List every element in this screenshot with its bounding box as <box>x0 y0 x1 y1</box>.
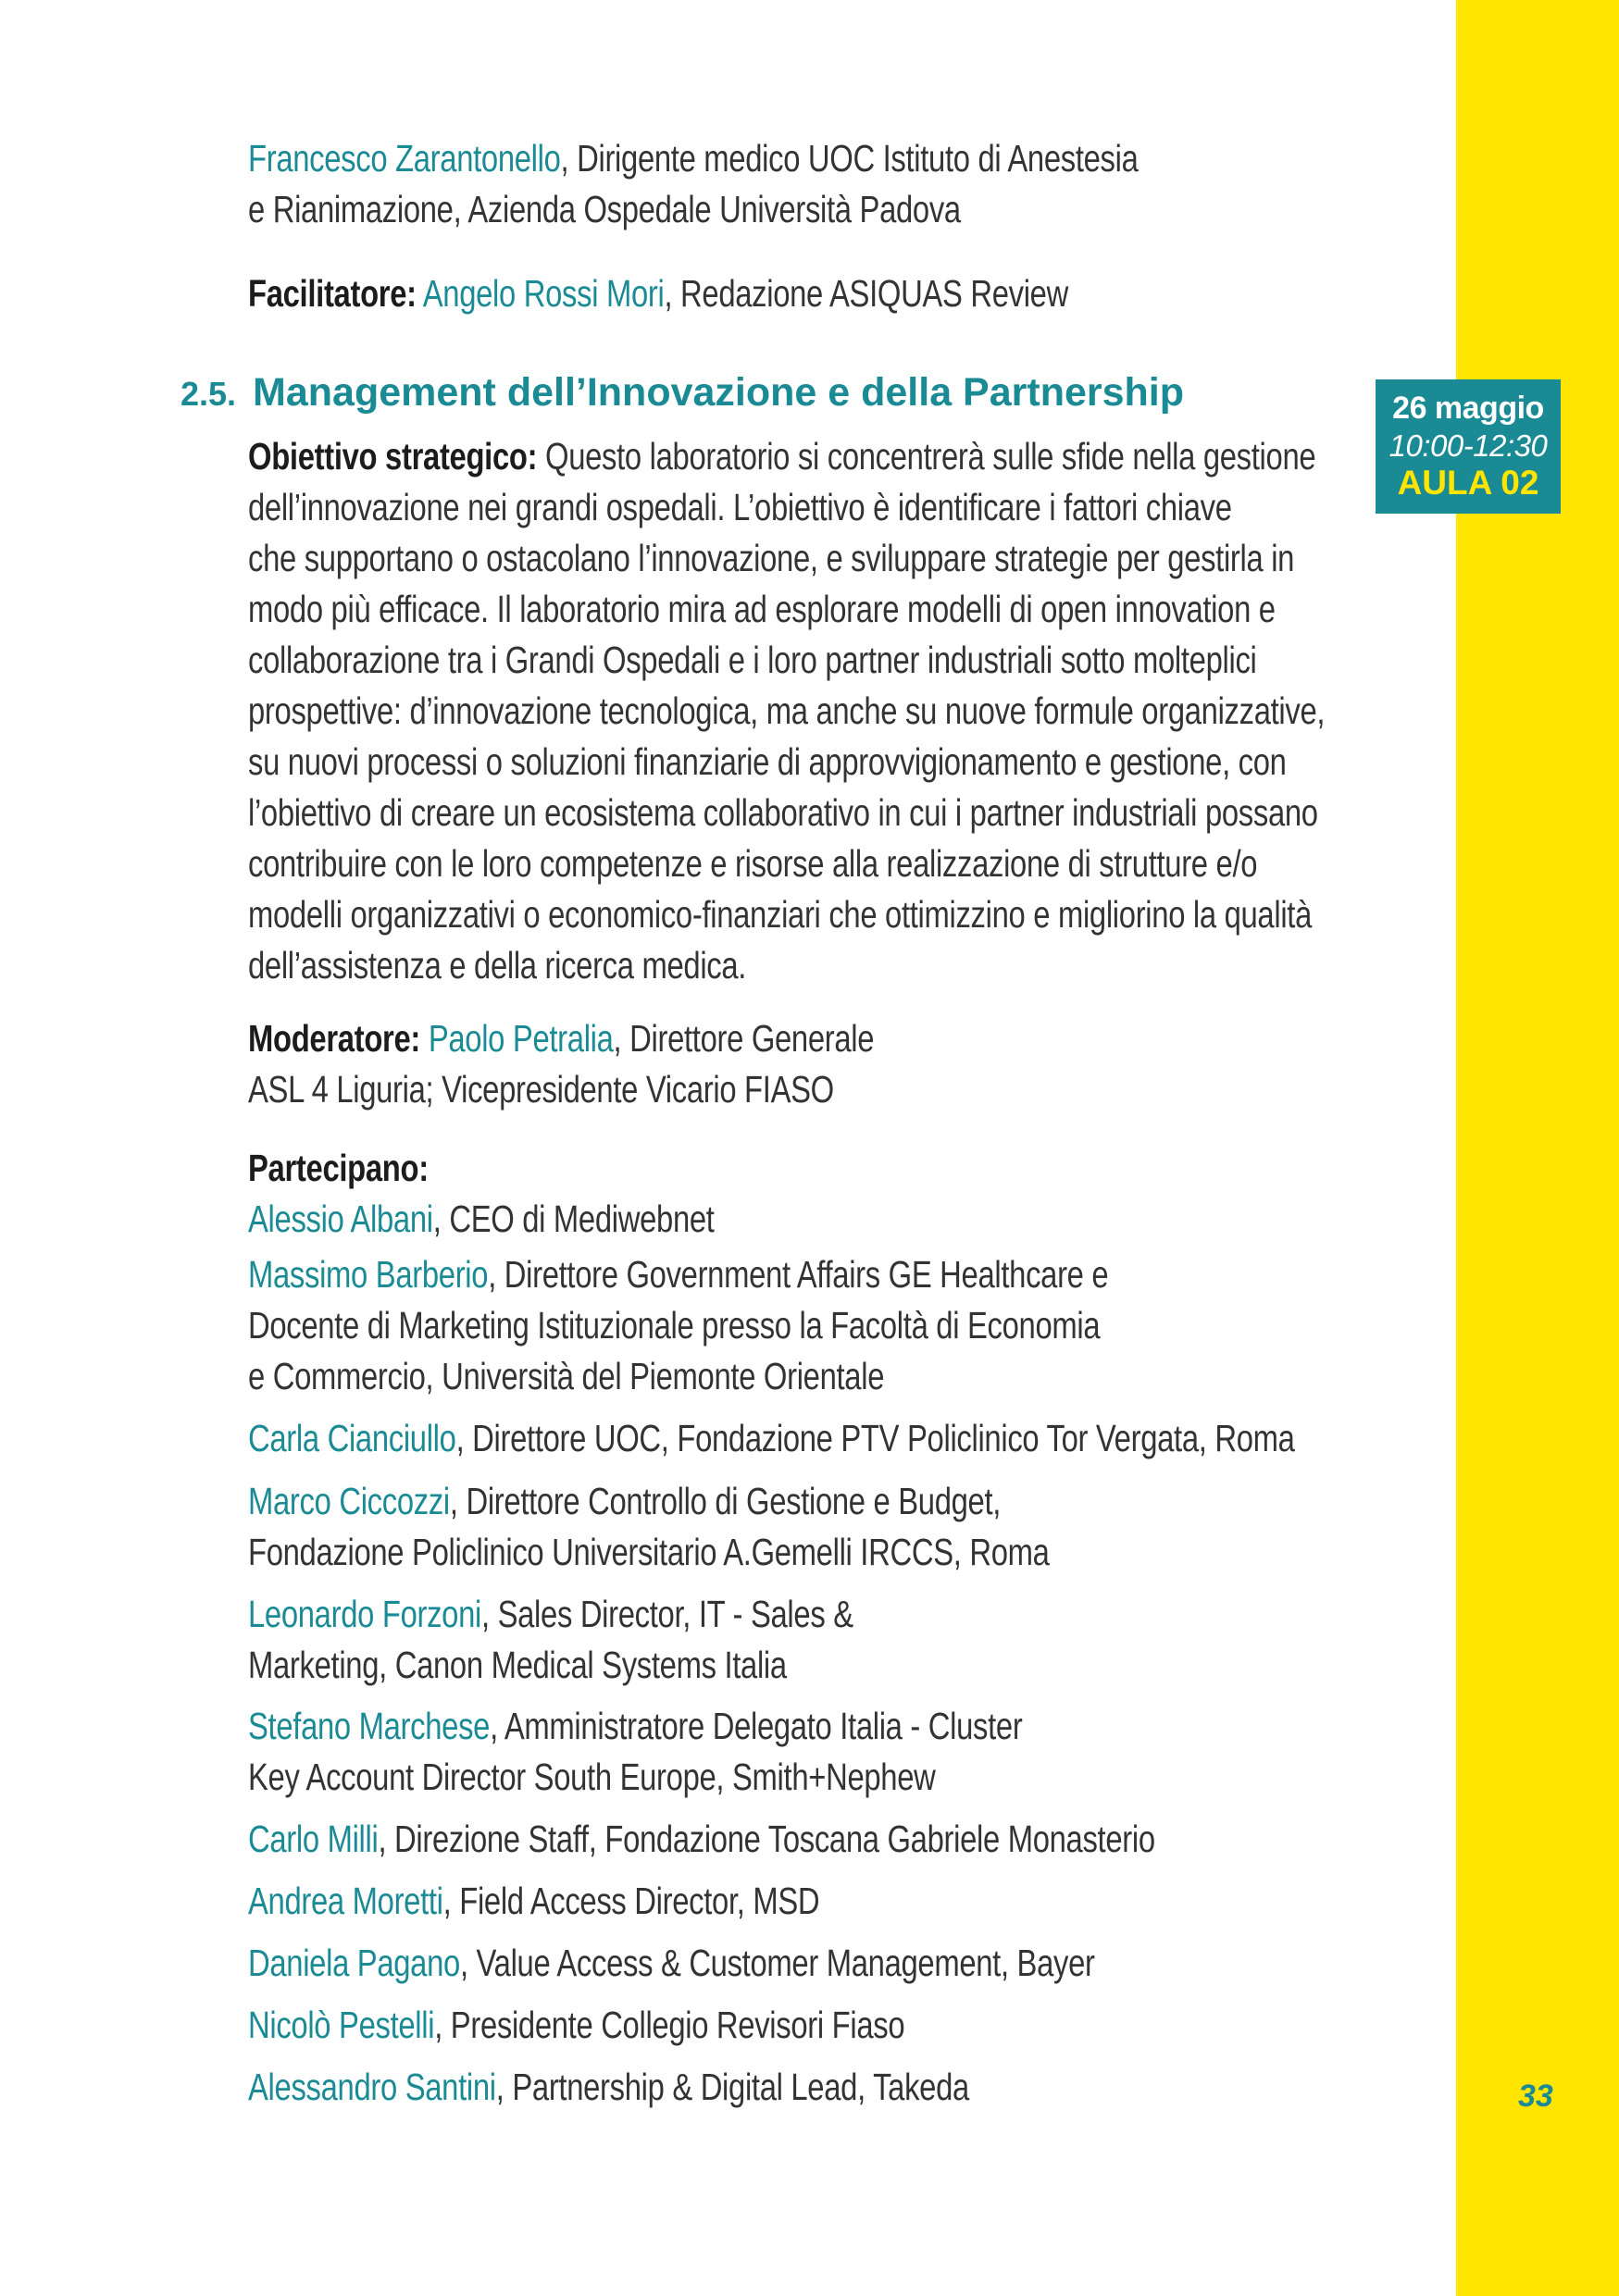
list-item: Leonardo Forzoni, Sales Director, IT - Sales & Marketing, Canon Medical Systems Italia <box>248 1593 853 1686</box>
list-item: Andrea Moretti, Field Access Director, MSD <box>248 1880 820 1922</box>
facilitator-label: Facilitatore: <box>248 272 417 315</box>
person-role: , Dirigente medico UOC Istituto di Anestesia <box>560 137 1139 180</box>
list-item: Daniela Pagano, Value Access & Customer Management, Bayer <box>248 1942 1095 1984</box>
facilitator-name: Angelo Rossi Mori <box>422 272 665 315</box>
section-title-text: Management dell’Innovazione e della Partnership <box>253 370 1185 415</box>
moderator-name: Paolo Petralia <box>428 1017 614 1060</box>
list-item: Carlo Milli, Direzione Staff, Fondazione Toscana Gabriele Monasterio <box>248 1818 1155 1860</box>
moderator-label: Moderatore: <box>248 1017 421 1060</box>
session-time: 10:00-12:30 <box>1389 428 1548 463</box>
participants-label: Partecipano: <box>248 1147 429 1189</box>
session-room: AULA 02 <box>1397 464 1539 502</box>
person-role-cont: e Rianimazione, Azienda Ospedale Università Padova <box>248 188 961 230</box>
section-title <box>181 370 1184 416</box>
participants-list <box>248 1143 830 1245</box>
objective-label: Obiettivo strategico: <box>248 435 538 478</box>
facilitator <box>248 268 1273 319</box>
list-item: Marco Ciccozzi, Direttore Controllo di Gestione e Budget, Fondazione Policlinico Universitario A.Gemelli IRCCS, Roma <box>248 1480 1050 1573</box>
person-name: Francesco Zarantonello <box>248 137 561 180</box>
objective-paragraph: Obiettivo strategico: Questo laboratorio si concentrerà sulle sfide nella gestione dell’innovazione nei grandi ospedali. L’obiettivo è identificare i fattori chiave che supportano o ostacolano l’innovazione, e sviluppare strategie per gestirla in modo più efficace. Il laboratorio mira ad esplorare modelli di open innovation e collaborazione tra i Grandi Ospedali e i loro partner industriali sotto molteplici prospettive: d’innovazione tecnologica, ma anche su nuove formule organizzative, su nuovi processi o soluzioni finanziarie di approvvigionamento e gestione, con l’obiettivo di creare un ecosistema collaborativo in cui i partner industriali possano contribuire con le loro competenze e risorse alla realizzazione di strutture e/o modelli organizzativi o economico-finanziari che ottimizzino e migliorino la qualità dell’assistenza e della ricerca medica. <box>248 435 1326 987</box>
list-item: Alessandro Santini, Partnership & Digital Lead, Takeda <box>248 2066 969 2108</box>
list-item: Massimo Barberio, Direttore Government Affairs GE Healthcare e Docente di Marketing Istituzionale presso la Facoltà di Economia e Commercio, Università del Piemonte Orientale <box>248 1253 1109 1397</box>
intro-person <box>248 133 1361 235</box>
session-date: 26 maggio <box>1392 391 1544 426</box>
list-item: Alessio Albani, CEO di Mediwebnet <box>248 1198 715 1240</box>
page-number: 33 <box>1518 2079 1553 2114</box>
list-item: Stefano Marchese, Amministratore Delegato Italia - Cluster Key Account Director South Europe, Smith+Nephew <box>248 1705 1023 1798</box>
list-item: Carla Cianciullo, Direttore UOC, Fondazione PTV Policlinico Tor Vergata, Roma <box>248 1417 1295 1459</box>
yellow-side-band <box>1456 0 1619 2296</box>
section-number: 2.5. <box>181 375 237 413</box>
list-item: Nicolò Pestelli, Presidente Collegio Revisori Fiaso <box>248 2004 905 2046</box>
moderator: Moderatore: Paolo Petralia, Direttore Generale ASL 4 Liguria; Vicepresidente Vicario FIASO <box>248 1017 875 1111</box>
facilitator-role: , Redazione ASIQUAS Review <box>664 272 1068 315</box>
